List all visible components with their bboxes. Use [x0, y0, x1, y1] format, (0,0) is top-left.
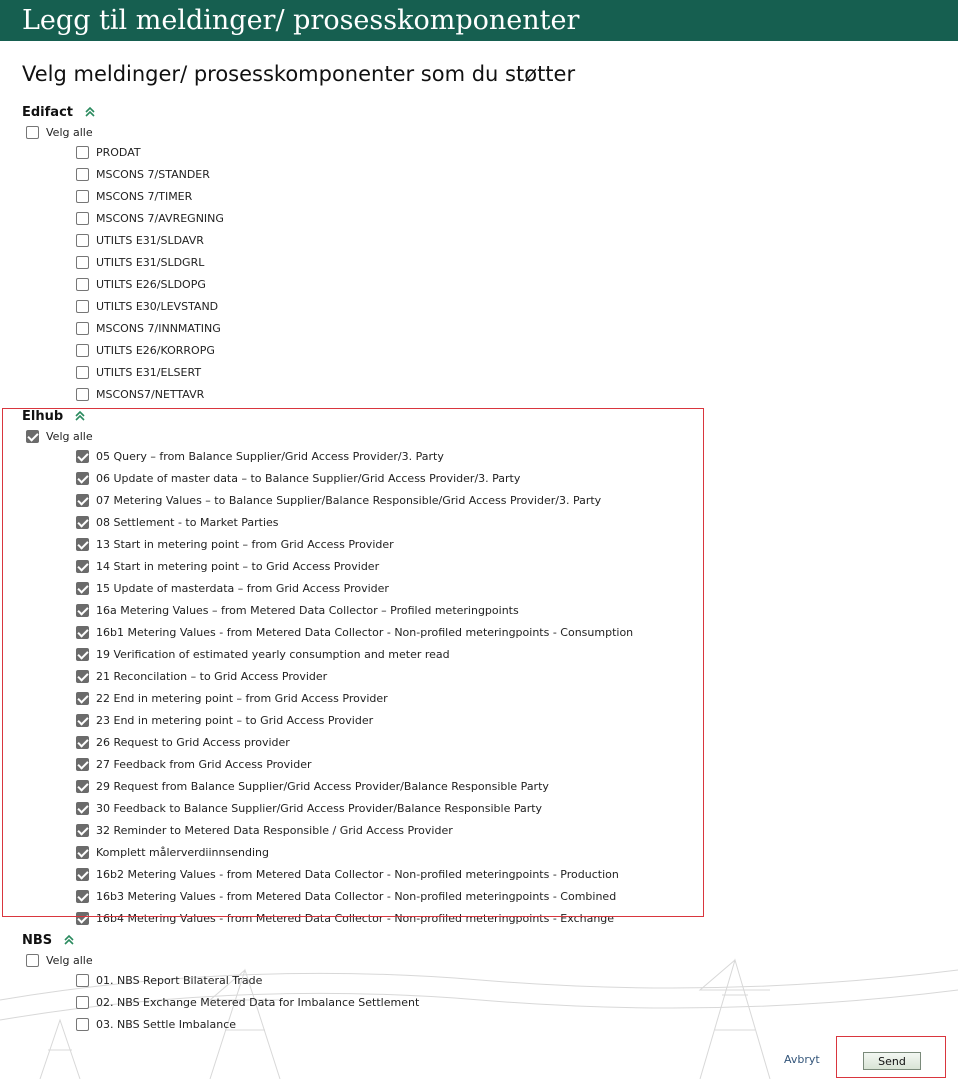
message-item-row[interactable] [76, 643, 450, 665]
message-item-label: MSCONS 7/STANDER [96, 167, 210, 181]
message-item-checkbox[interactable] [76, 692, 89, 705]
message-item-checkbox[interactable] [76, 450, 89, 463]
message-item-label: 01. NBS Report Bilateral Trade [96, 973, 263, 987]
message-item-row[interactable] [76, 445, 444, 467]
message-item-checkbox[interactable] [76, 538, 89, 551]
message-item-checkbox[interactable] [76, 868, 89, 881]
select-all-checkbox[interactable] [26, 430, 39, 443]
message-item-row[interactable] [76, 185, 192, 207]
group-title: Edifact [22, 104, 73, 120]
message-item-row[interactable] [76, 621, 633, 643]
group-header [22, 930, 76, 950]
message-item-checkbox[interactable] [76, 758, 89, 771]
message-item-row[interactable] [76, 731, 290, 753]
page-subtitle: Velg meldinger/ prosesskomponenter som du støtter [22, 62, 576, 86]
message-item-label: 21 Reconcilation – to Grid Access Provider [96, 669, 328, 683]
select-all-label: Velg alle [46, 125, 93, 139]
message-item-row[interactable] [76, 511, 279, 533]
message-item-checkbox[interactable] [76, 300, 89, 313]
message-item-label: PRODAT [96, 145, 141, 159]
message-item-row[interactable] [76, 383, 204, 405]
message-item-checkbox[interactable] [76, 168, 89, 181]
message-item-checkbox[interactable] [76, 824, 89, 837]
message-item-label: 23 End in metering point – to Grid Access Provider [96, 713, 374, 727]
message-item-checkbox[interactable] [76, 278, 89, 291]
message-item-label: 07 Metering Values – to Balance Supplier/Balance Responsible/Grid Access Provider/3. Party [96, 493, 602, 507]
message-item-label: 16b3 Metering Values - from Metered Data Collector - Non-profiled meteringpoints - Combined [96, 889, 617, 903]
message-item-row[interactable] [76, 229, 204, 251]
message-item-row[interactable] [76, 207, 224, 229]
message-item-row[interactable] [76, 753, 312, 775]
message-item-checkbox[interactable] [76, 974, 89, 987]
message-item-row[interactable] [76, 251, 204, 273]
message-item-checkbox[interactable] [76, 604, 89, 617]
message-item-checkbox[interactable] [76, 670, 89, 683]
message-item-row[interactable] [76, 841, 269, 863]
message-item-label: 19 Verification of estimated yearly consumption and meter read [96, 647, 450, 661]
collapse-chevron-icon[interactable] [73, 409, 87, 423]
message-item-label: 05 Query – from Balance Supplier/Grid Access Provider/3. Party [96, 449, 444, 463]
message-item-label: 30 Feedback to Balance Supplier/Grid Access Provider/Balance Responsible Party [96, 801, 543, 815]
message-item-label: 26 Request to Grid Access provider [96, 735, 290, 749]
message-item-row[interactable] [76, 339, 215, 361]
message-item-label: 16b2 Metering Values - from Metered Data Collector - Non-profiled meteringpoints - Production [96, 867, 619, 881]
message-item-row[interactable] [76, 907, 614, 929]
message-item-checkbox[interactable] [76, 890, 89, 903]
message-item-label: MSCONS7/NETTAVR [96, 387, 205, 401]
message-item-label: UTILTS E26/KORROPG [96, 343, 215, 357]
group-title: Elhub [22, 408, 64, 424]
select-all-row[interactable] [26, 121, 93, 143]
page-header [0, 0, 958, 41]
message-item-row[interactable] [76, 295, 218, 317]
select-all-row[interactable] [26, 425, 93, 447]
message-item-label: 14 Start in metering point – to Grid Access Provider [96, 559, 380, 573]
select-all-checkbox[interactable] [26, 954, 39, 967]
message-item-label: 06 Update of master data – to Balance Supplier/Grid Access Provider/3. Party [96, 471, 521, 485]
message-item-label: 02. NBS Exchange Metered Data for Imbalance Settlement [96, 995, 420, 1009]
message-item-checkbox[interactable] [76, 366, 89, 379]
message-item-row[interactable] [76, 991, 419, 1013]
select-all-row[interactable] [26, 949, 93, 971]
message-item-label: MSCONS 7/TIMER [96, 189, 193, 203]
select-all-label: Velg alle [46, 429, 93, 443]
message-item-row[interactable] [76, 775, 549, 797]
select-all-checkbox[interactable] [26, 126, 39, 139]
message-item-label: 08 Settlement - to Market Parties [96, 515, 279, 529]
message-item-label: UTILTS E31/SLDGRL [96, 255, 205, 269]
message-item-row[interactable] [76, 489, 601, 511]
message-item-checkbox[interactable] [76, 582, 89, 595]
message-item-label: UTILTS E31/ELSERT [96, 365, 202, 379]
message-item-checkbox[interactable] [76, 516, 89, 529]
message-item-label: UTILTS E31/SLDAVR [96, 233, 204, 247]
message-item-row[interactable] [76, 709, 373, 731]
message-item-row[interactable] [76, 863, 619, 885]
message-item-row[interactable] [76, 885, 616, 907]
message-item-label: UTILTS E30/LEVSTAND [96, 299, 219, 313]
group-header [22, 406, 87, 426]
message-item-checkbox[interactable] [76, 146, 89, 159]
message-item-label: 16b4 Metering Values - from Metered Data Collector - Non-profiled meteringpoints - Exchange [96, 911, 615, 925]
message-item-label: MSCONS 7/INNMATING [96, 321, 221, 335]
message-item-checkbox[interactable] [76, 912, 89, 925]
message-item-checkbox[interactable] [76, 344, 89, 357]
group-header [22, 102, 97, 122]
message-item-checkbox[interactable] [76, 802, 89, 815]
message-item-label: Komplett målerverdiinnsending [96, 845, 269, 859]
message-item-row[interactable] [76, 819, 453, 841]
message-item-row[interactable] [76, 467, 520, 489]
message-item-label: UTILTS E26/SLDOPG [96, 277, 206, 291]
message-item-checkbox[interactable] [76, 736, 89, 749]
message-item-row[interactable] [76, 577, 389, 599]
message-item-row[interactable] [76, 141, 141, 163]
message-item-row[interactable] [76, 797, 542, 819]
message-item-label: 16b1 Metering Values - from Metered Data Collector - Non-profiled meteringpoints - Consumption [96, 625, 634, 639]
header-title: Legg til meldinger/ prosesskomponenter [22, 5, 580, 36]
message-item-checkbox[interactable] [76, 234, 89, 247]
message-item-label: 22 End in metering point – from Grid Access Provider [96, 691, 388, 705]
message-item-checkbox[interactable] [76, 996, 89, 1009]
message-item-checkbox[interactable] [76, 494, 89, 507]
message-item-checkbox[interactable] [76, 780, 89, 793]
message-item-row[interactable] [76, 665, 327, 687]
message-item-label: MSCONS 7/AVREGNING [96, 211, 224, 225]
message-item-checkbox[interactable] [76, 846, 89, 859]
message-item-checkbox[interactable] [76, 322, 89, 335]
collapse-chevron-icon[interactable] [83, 105, 97, 119]
message-item-label: 13 Start in metering point – from Grid Access Provider [96, 537, 394, 551]
message-item-row[interactable] [76, 969, 262, 991]
message-item-row[interactable] [76, 599, 519, 621]
message-item-label: 27 Feedback from Grid Access Provider [96, 757, 312, 771]
message-item-label: 15 Update of masterdata – from Grid Access Provider [96, 581, 389, 595]
message-item-checkbox[interactable] [76, 388, 89, 401]
message-item-checkbox[interactable] [76, 648, 89, 661]
select-all-label: Velg alle [46, 953, 93, 967]
message-item-row[interactable] [76, 317, 221, 339]
collapse-chevron-icon[interactable] [62, 933, 76, 947]
message-item-checkbox[interactable] [76, 472, 89, 485]
group-title: NBS [22, 932, 53, 948]
send-button[interactable]: Send [863, 1052, 921, 1070]
message-item-row[interactable] [76, 687, 388, 709]
message-item-checkbox[interactable] [76, 626, 89, 639]
message-item-label: 03. NBS Settle Imbalance [96, 1017, 237, 1031]
message-item-label: 29 Request from Balance Supplier/Grid Access Provider/Balance Responsible Party [96, 779, 549, 793]
message-item-checkbox[interactable] [76, 1018, 89, 1031]
message-item-row[interactable] [76, 533, 394, 555]
message-item-row[interactable] [76, 555, 379, 577]
message-item-checkbox[interactable] [76, 190, 89, 203]
message-item-row[interactable] [76, 163, 210, 185]
message-item-row[interactable] [76, 273, 206, 295]
message-item-label: 16a Metering Values – from Metered Data Collector – Profiled meteringpoints [96, 603, 519, 617]
message-item-label: 32 Reminder to Metered Data Responsible / Grid Access Provider [96, 823, 453, 837]
message-item-checkbox[interactable] [76, 560, 89, 573]
message-item-checkbox[interactable] [76, 714, 89, 727]
cancel-link[interactable]: Avbryt [784, 1053, 820, 1066]
message-item-checkbox[interactable] [76, 212, 89, 225]
message-item-checkbox[interactable] [76, 256, 89, 269]
message-item-row[interactable] [76, 361, 201, 383]
message-item-row[interactable] [76, 1013, 236, 1035]
